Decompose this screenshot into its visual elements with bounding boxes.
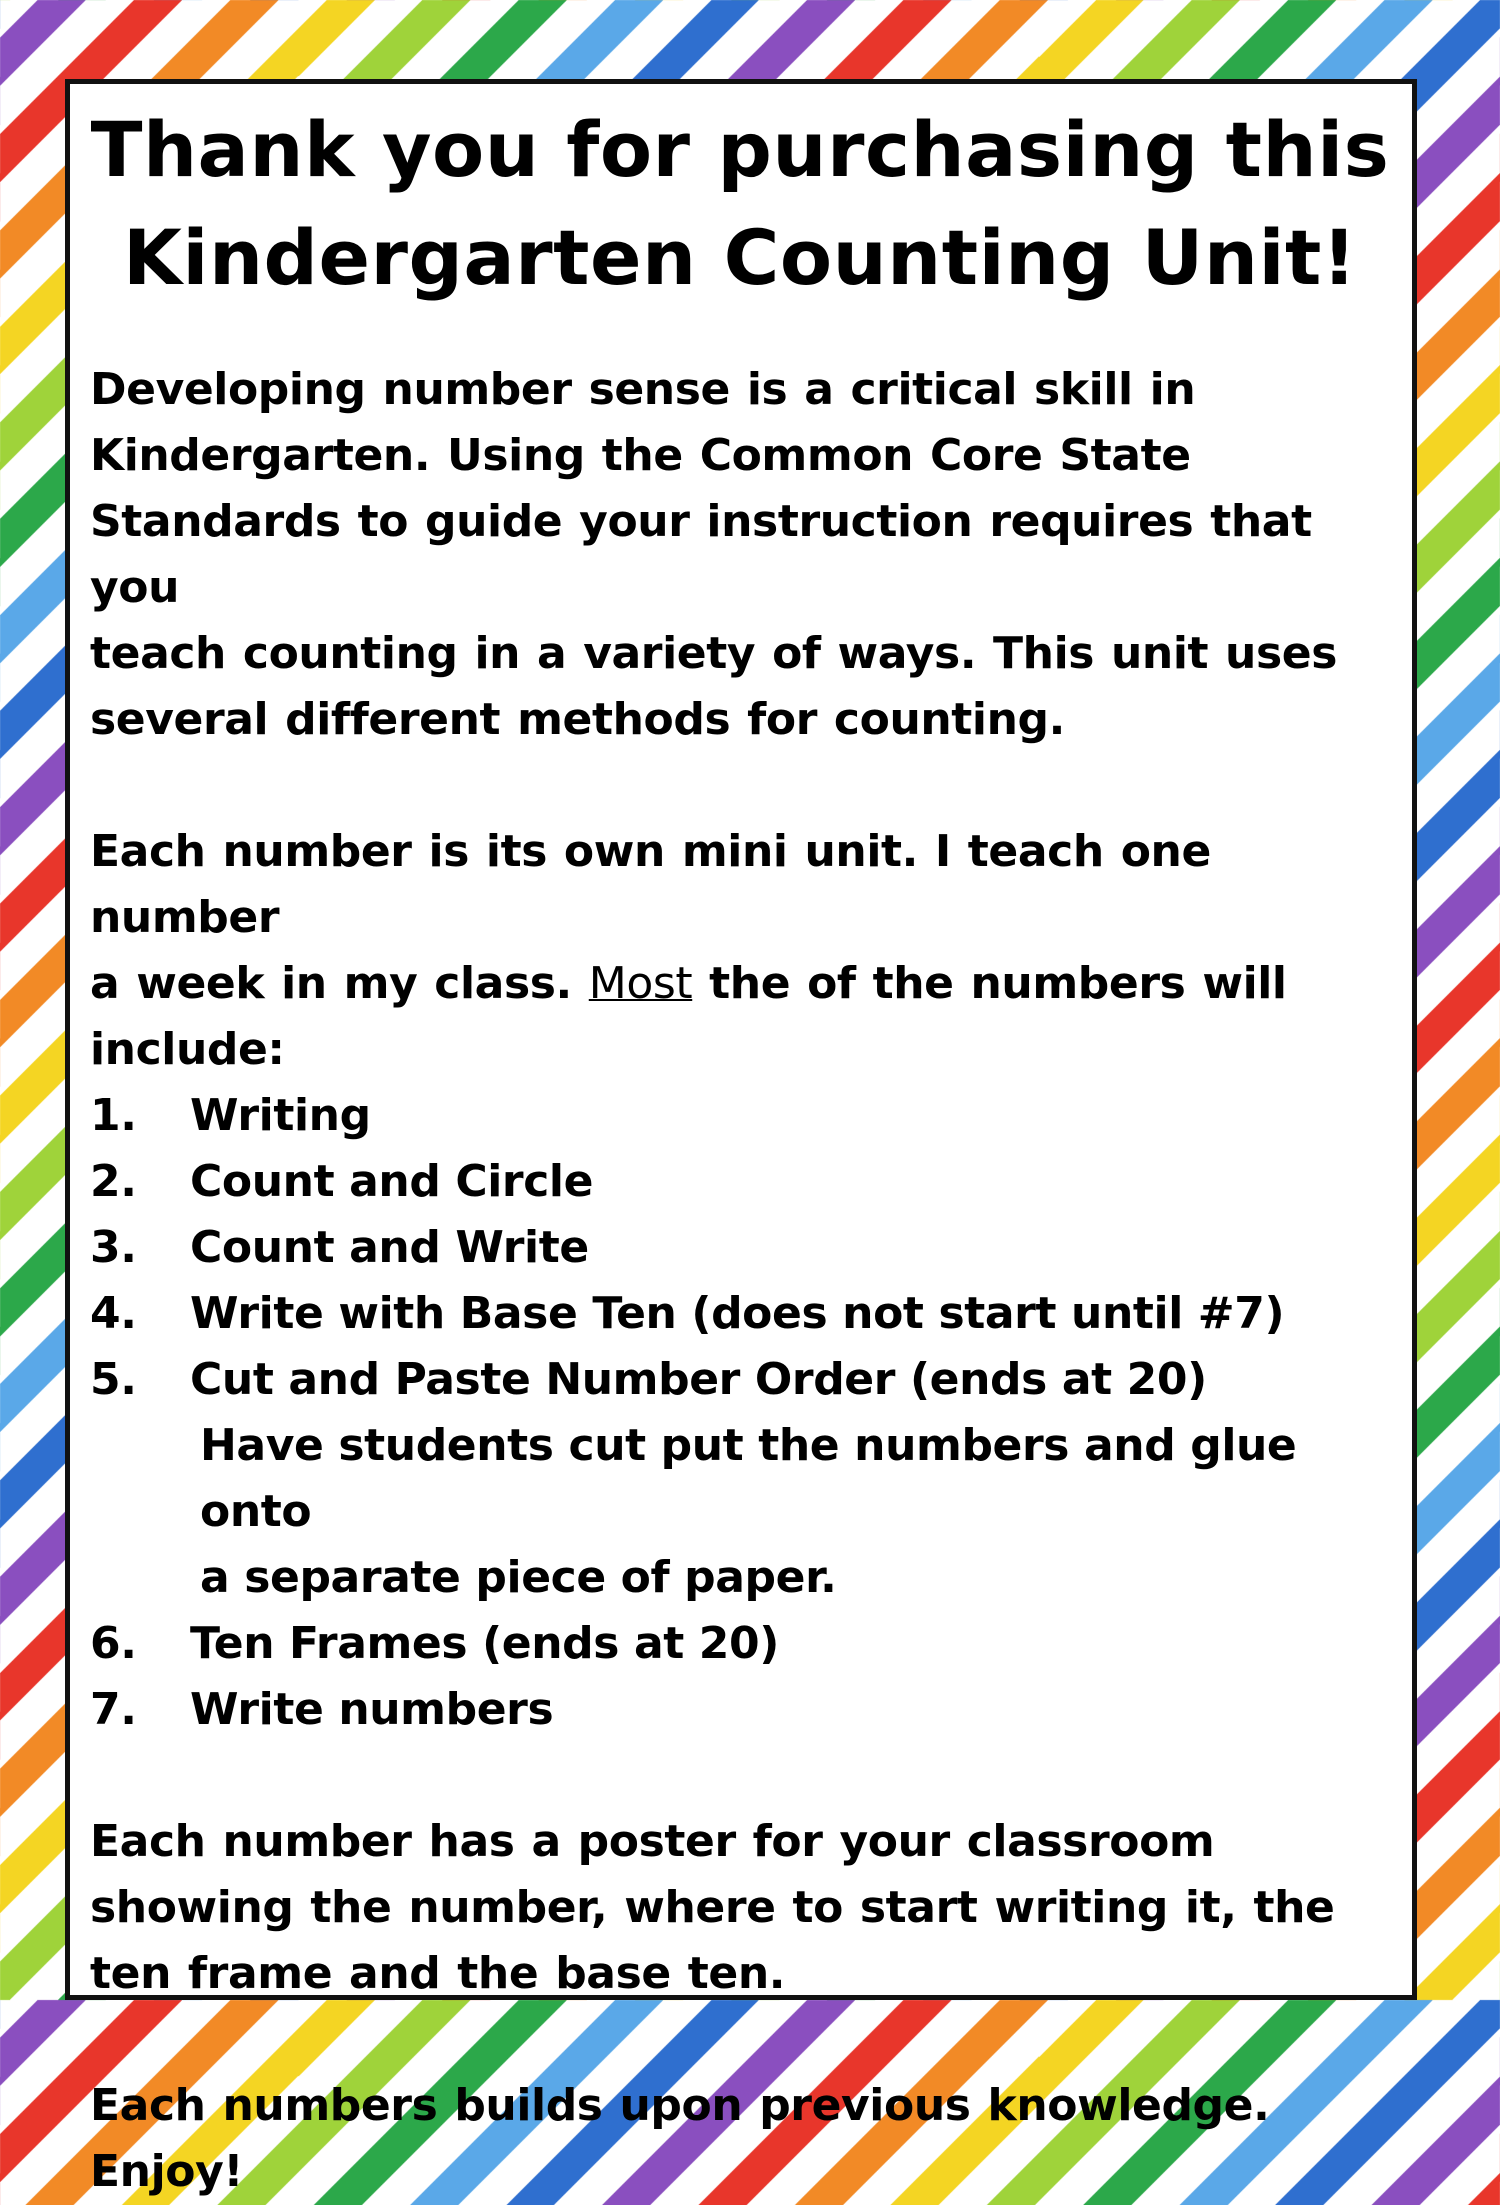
list-number: 1. [90,1090,137,1141]
poster-paragraph [90,1809,1390,2007]
closing-paragraph: Each numbers builds upon previous knowledge. Enjoy! [90,2080,1270,2197]
title-line-2: Kindergarten Counting Unit! [123,213,1357,302]
list-number: 3. [90,1222,137,1273]
activity-list [90,1083,1390,1413]
intro-line: Developing number sense is a critical skill in [90,364,1196,415]
list-text: Write numbers [190,1684,554,1735]
page-title [90,96,1390,312]
list-item [90,1347,1390,1413]
list-number: 6. [90,1618,137,1669]
mini-unit-line: include: [90,1024,285,1075]
intro-paragraph [90,357,1390,753]
title-line-1: Thank you for purchasing this [90,105,1390,194]
list-text: Ten Frames (ends at 20) [190,1618,779,1669]
mini-unit-line: a week in my class. [90,958,572,1009]
list-item [90,1677,1390,1743]
list-number: 2. [90,1156,137,1207]
intro-line: Standards to guide your instruction requires that you [90,496,1312,613]
mini-unit-paragraph [90,819,1390,1083]
list-item [90,1149,1390,1215]
poster-line: Each number has a poster for your classroom [90,1816,1215,1867]
intro-line: Kindergarten. Using the Common Core State [90,430,1191,481]
activity-list-continued [90,1611,1390,1743]
list-number: 5. [90,1354,137,1405]
list-item [90,1083,1390,1149]
intro-line: several different methods for counting. [90,694,1065,745]
list-text: Count and Write [190,1222,589,1273]
poster-line: showing the number, where to start writing it, the [90,1882,1335,1933]
item-5-note-line: Have students cut put the numbers and glue onto [200,1420,1297,1537]
list-text: Count and Circle [190,1156,594,1207]
content-card [65,79,1417,2197]
list-item [90,1281,1390,1347]
list-item [90,1215,1390,1281]
list-text: Write with Base Ten (does not start until #7) [190,1288,1285,1339]
intro-line: teach counting in a variety of ways. This unit uses [90,628,1338,679]
list-text: Writing [190,1090,371,1141]
mini-unit-line: Each number is its own mini unit. I teach one number [90,826,1211,943]
item-5-note-line: a separate piece of paper. [200,1552,837,1603]
list-number: 7. [90,1684,137,1735]
list-item [90,1611,1390,1677]
underlined-word: Most [588,958,693,1009]
list-number: 4. [90,1288,137,1339]
poster-line: ten frame and the base ten. [90,1948,786,1999]
list-text: Cut and Paste Number Order (ends at 20) [190,1354,1207,1405]
mini-unit-line: the of the numbers will [709,958,1287,1009]
